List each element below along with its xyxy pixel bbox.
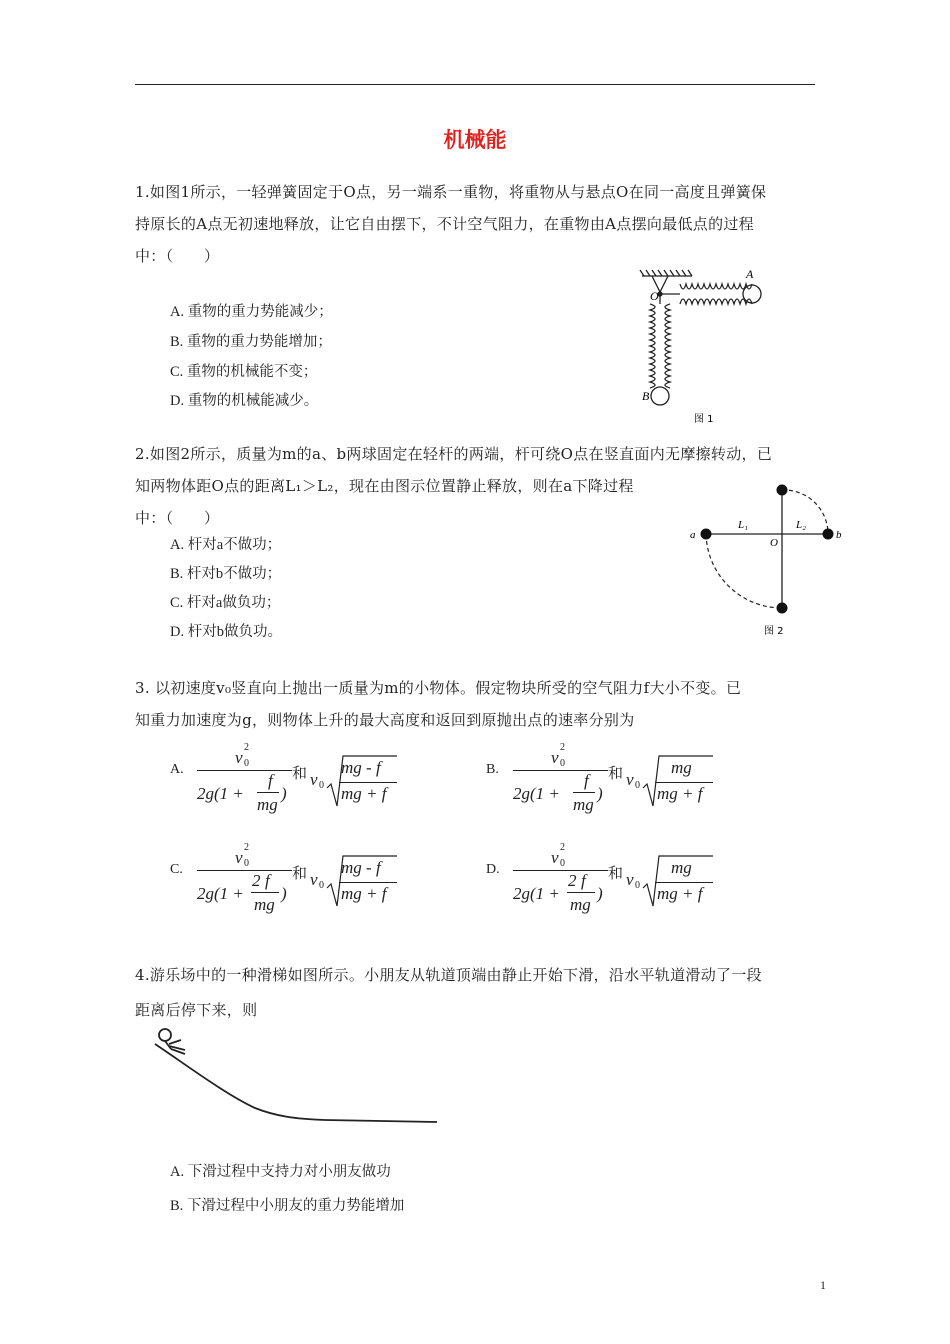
q3-fraction-bar — [513, 770, 608, 771]
fig2-label-l1: L₁ — [738, 519, 748, 531]
q3-inner-num: f — [265, 871, 270, 890]
q3-v: v — [310, 770, 318, 789]
q3-stem-line: 知重力加速度为g，则物体上升的最大高度和返回到原抛出点的速率分别为 — [135, 711, 635, 729]
q3-stem — [135, 672, 817, 736]
q3-fraction-bar — [197, 770, 292, 771]
q3-root-bar — [655, 782, 713, 783]
q3-den-post: ) — [597, 884, 603, 903]
fig2-label-b: b — [836, 529, 842, 541]
q2-option-a[interactable]: A. 杆对a不做功； — [170, 537, 282, 553]
fig1-caption: 图 1 — [694, 414, 714, 425]
q3-root-bar — [339, 782, 397, 783]
q3-option-letter: B. — [486, 762, 499, 777]
q3-root-num: mg - f — [341, 858, 381, 877]
figure-2-rod-diagram — [684, 478, 844, 643]
q2-stem-line: 知两物体距O点的距离L₁＞L₂，现在由图示位置静止释放，则在a下降过程 — [135, 477, 634, 495]
q3-root-den: mg + f — [657, 884, 703, 903]
q3-den-pre: 2g(1 + — [513, 884, 560, 903]
q4-stem — [135, 958, 817, 1028]
q1-stem — [135, 176, 817, 272]
q3-inner-den: mg — [570, 895, 591, 914]
q1-option-a[interactable]: A. 重物的重力势能减少； — [170, 304, 333, 320]
q4-option-b[interactable]: B. 下滑过程中小朋友的重力势能增加 — [170, 1198, 405, 1214]
q3-v: v — [626, 770, 634, 789]
q3-den-post: ) — [281, 884, 287, 903]
fig2-label-o: O — [770, 537, 778, 549]
fig1-label-b: B — [642, 389, 650, 403]
q3-he: 和 — [292, 764, 308, 782]
fig2-label-l2: L₂ — [796, 519, 806, 531]
q3-root-den: mg + f — [657, 784, 703, 803]
q3-root-bar — [339, 882, 397, 883]
q3-he: 和 — [608, 764, 624, 782]
q3-option-d[interactable] — [481, 840, 781, 920]
q3-inner-den: mg — [257, 795, 278, 814]
figure-1-spring-diagram — [630, 264, 780, 429]
q3-fraction-bar — [513, 870, 608, 871]
q3-den-post: ) — [281, 784, 287, 803]
q3-inner-num: f — [581, 871, 586, 890]
q3-option-b[interactable] — [481, 740, 781, 820]
q3-coef: 2 — [568, 871, 577, 890]
q3-fraction-bar — [197, 870, 292, 871]
q3-sup2: 2 — [244, 842, 249, 853]
q2-option-c[interactable]: C. 杆对a做负功； — [170, 595, 281, 611]
q3-v-sub0: 0 — [635, 780, 640, 791]
figure-slide-diagram — [145, 1024, 445, 1134]
page-title: 机械能 — [443, 128, 507, 152]
q3-sup2: 2 — [560, 842, 565, 853]
q3-inner-num: f — [584, 771, 589, 790]
q3-inner-bar — [251, 892, 279, 893]
q3-root-den: mg + f — [341, 884, 387, 903]
q3-sub0: 0 — [244, 758, 249, 769]
q3-root-num: mg - f — [341, 758, 381, 777]
q1-option-d[interactable]: D. 重物的机械能减少。 — [170, 393, 319, 409]
q3-v-sub0: 0 — [635, 880, 640, 891]
q3-v-sub0: 0 — [319, 780, 324, 791]
fig1-label-a: A — [746, 267, 754, 281]
q3-root-num: mg — [671, 758, 692, 777]
q3-option-letter: D. — [486, 862, 500, 877]
q3-v: v — [626, 870, 634, 889]
q3-option-letter: C. — [170, 862, 183, 877]
q3-sub0: 0 — [244, 858, 249, 869]
q2-stem-line: 2.如图2所示，质量为m的a、b两球固定在轻杆的两端，杆可绕O点在竖直面内无摩擦转动，已 — [135, 445, 773, 463]
q3-den-pre: 2g(1 + — [513, 784, 560, 803]
q3-sup2: 2 — [244, 742, 249, 753]
fig1-label-o: O — [650, 289, 659, 303]
q3-coef: 2 — [252, 871, 261, 890]
q3-v-sub0: 0 — [319, 880, 324, 891]
q3-he: 和 — [292, 864, 308, 882]
q2-option-b[interactable]: B. 杆对b不做功； — [170, 566, 282, 582]
q3-inner-num: f — [268, 771, 273, 790]
q3-frac-num: v — [235, 848, 243, 867]
q3-root-bar — [655, 882, 713, 883]
q1-stem-line: 中：（ ） — [135, 247, 220, 265]
q3-den-post: ) — [597, 784, 603, 803]
fig2-caption: 图 2 — [764, 626, 784, 637]
q3-inner-bar — [567, 892, 595, 893]
q3-stem-line: 3. 以初速度v₀竖直向上抛出一质量为m的小物体。假定物块所受的空气阻力f大小不变。已 — [135, 679, 742, 697]
q3-inner-bar — [257, 792, 279, 793]
q3-root-den: mg + f — [341, 784, 387, 803]
q1-stem-line: 1.如图1所示，一轻弹簧固定于O点，另一端系一重物，将重物从与悬点O在同一高度且弹簧保 — [135, 183, 767, 201]
q3-sub0: 0 — [560, 758, 565, 769]
q2-stem-line: 中：（ ） — [135, 509, 220, 527]
q3-sup2: 2 — [560, 742, 565, 753]
q4-stem-line: 4.游乐场中的一种滑梯如图所示。小朋友从轨道顶端由静止开始下滑，沿水平轨道滑动了一段 — [135, 966, 762, 984]
q3-den-pre: 2g(1 + — [197, 884, 244, 903]
q3-he: 和 — [608, 864, 624, 882]
q1-stem-line: 持原长的A点无初速地释放，让它自由摆下，不计空气阻力，在重物由A点摆向最低点的过程 — [135, 215, 754, 233]
fig2-label-a: a — [690, 529, 696, 541]
q1-option-b[interactable]: B. 重物的重力势能增加； — [170, 334, 332, 350]
q3-inner-den: mg — [573, 795, 594, 814]
q3-frac-num: v — [551, 848, 559, 867]
q3-sub0: 0 — [560, 858, 565, 869]
page-number: 1 — [820, 1278, 826, 1292]
q4-option-a[interactable]: A. 下滑过程中支持力对小朋友做功 — [170, 1164, 391, 1180]
q3-frac-num: v — [551, 748, 559, 767]
q3-inner-bar — [573, 792, 595, 793]
q3-den-pre: 2g(1 + — [197, 784, 244, 803]
q2-option-d[interactable]: D. 杆对b做负功。 — [170, 624, 282, 640]
q1-option-c[interactable]: C. 重物的机械能不变； — [170, 364, 318, 380]
q3-option-a[interactable] — [165, 740, 465, 820]
q3-v: v — [310, 870, 318, 889]
q3-option-c[interactable] — [165, 840, 465, 920]
q3-frac-num: v — [235, 748, 243, 767]
q3-option-letter: A. — [170, 762, 184, 777]
q3-inner-den: mg — [254, 895, 275, 914]
header-rule — [135, 84, 815, 85]
q3-root-num: mg — [671, 858, 692, 877]
q4-stem-line: 距离后停下来，则 — [135, 1001, 258, 1019]
